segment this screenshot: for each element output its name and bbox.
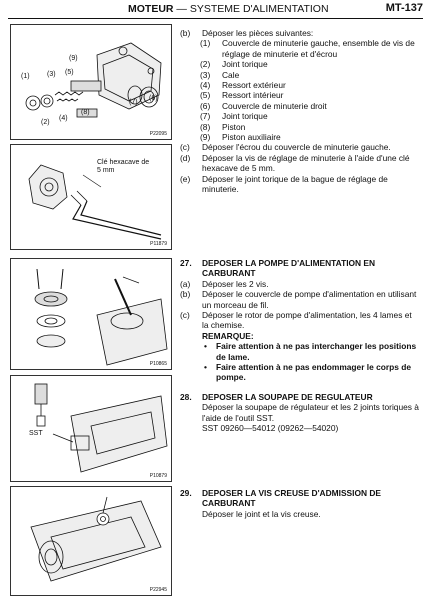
header-title <box>128 3 329 15</box>
fig1-label-9: (9) <box>69 55 78 62</box>
part-text: Joint torique <box>222 111 268 122</box>
part-num: (7) <box>200 111 211 122</box>
part-text: Piston <box>222 121 246 132</box>
step-29-num: 29. <box>180 488 192 498</box>
step-29-heading <box>180 488 420 509</box>
part-item <box>180 59 420 69</box>
step-27-heading <box>180 258 420 279</box>
step-28-sst: SST 09260—54012 (09262—54020) <box>202 423 339 434</box>
step-29-text: Déposer le joint et la vis creuse. <box>202 508 321 519</box>
part-text: Joint torique <box>222 59 268 70</box>
part-text: Couvercle de minuterie gauche, ensemble de vis de réglage de minuterie et d'écrou <box>222 38 415 59</box>
part-num: (8) <box>200 121 211 132</box>
bullet-dot: • <box>204 362 207 373</box>
step-27-a-text: Déposer les 2 vis. <box>202 278 269 289</box>
step-27-b-mark: (b) <box>180 289 191 300</box>
figure-hex-wrench <box>10 144 172 250</box>
part-item <box>180 90 420 100</box>
figure-hollow-screw <box>10 486 172 596</box>
step-27-num: 27. <box>180 258 192 268</box>
step-d-text: Déposer la vis de réglage de minuterie à l'aide d'une clé hexacave de 5 mm. <box>202 152 410 174</box>
step-e-mark: (e) <box>180 173 191 184</box>
fig1-label-8: (8) <box>81 109 90 116</box>
step-27-a-mark: (a) <box>180 278 191 289</box>
remark-bullet-text: Faire attention à ne pas interchanger les positions de lame. <box>216 341 417 362</box>
step-29-title: DEPOSER LA VIS CREUSE D'ADMISSION DE CARBURANT <box>202 488 381 509</box>
remark-heading: REMARQUE: <box>202 330 254 341</box>
feed-pump-drawing <box>11 259 171 369</box>
part-item <box>180 101 420 111</box>
step-27 <box>180 258 420 383</box>
part-text: Ressort extérieur <box>222 80 286 91</box>
step-c <box>180 142 420 152</box>
step-27-a <box>180 279 420 289</box>
part-text: Couvercle de minuterie droit <box>222 100 327 111</box>
step-29 <box>180 488 420 519</box>
part-item <box>180 111 420 121</box>
step-e-text: Déposer le joint torique de la bague de réglage de minuterie. <box>202 173 388 195</box>
bullet-dot: • <box>204 341 207 352</box>
hollow-screw-drawing <box>11 487 171 595</box>
fig1-label-6: (6) <box>149 95 158 102</box>
step-28-text: Déposer la soupape de régulateur et les 2 joints toriques à l'aide de l'outil SST. <box>202 402 419 423</box>
remark-bullet <box>180 341 420 362</box>
remark-bullet-text: Faire attention à ne pas endommager le corps de pompe. <box>216 362 412 383</box>
figure-timer-parts <box>10 24 172 140</box>
step-e <box>180 174 420 195</box>
fig1-label-2: (2) <box>41 119 50 126</box>
header-section: MOTEUR <box>128 3 174 15</box>
step-27-b <box>180 289 420 310</box>
step-b-mark: (b) <box>180 28 191 38</box>
step-b-text: Déposer les pièces suivantes: <box>202 28 314 38</box>
fig5-code: P22945 <box>149 587 167 593</box>
part-num: (6) <box>200 100 211 111</box>
part-text: Cale <box>222 69 240 80</box>
fig1-label-1: (1) <box>21 73 30 80</box>
part-item <box>180 122 420 132</box>
fig4-code: P10879 <box>149 473 167 479</box>
figure-feed-pump <box>10 258 172 370</box>
fig2-code: P11879 <box>150 241 167 247</box>
fig1-label-5: (5) <box>65 69 74 76</box>
part-num: (3) <box>200 69 211 80</box>
part-item <box>180 80 420 90</box>
part-text: Piston auxiliaire <box>222 132 281 143</box>
step-d-mark: (d) <box>180 152 191 163</box>
part-num: (1) <box>200 38 211 49</box>
part-item <box>180 70 420 80</box>
step-27-c-text: Déposer le rotor de pompe d'alimentation, les 4 lames et la chemise. <box>202 310 412 331</box>
page-header <box>8 2 423 19</box>
part-num: (2) <box>200 59 211 70</box>
step-b <box>180 28 420 38</box>
step-c-mark: (c) <box>180 142 190 153</box>
step-27-b-text: Déposer le couvercle de pompe d'alimentation en utilisant un morceau de fil. <box>202 289 417 310</box>
part-num: (5) <box>200 90 211 101</box>
timer-instructions <box>180 28 420 195</box>
step-28-title: DEPOSER LA SOUPAPE DE REGULATEUR <box>202 392 373 402</box>
remark-bullet <box>180 362 420 383</box>
step-27-title: DEPOSER LA POMPE D'ALIMENTATION EN CARBURANT <box>202 258 376 279</box>
part-num: (9) <box>200 132 211 143</box>
step-28-heading <box>180 392 420 402</box>
fig3-code: P10865 <box>149 361 167 367</box>
page-number: MT-137 <box>385 2 423 14</box>
part-item <box>180 132 420 142</box>
fig1-code: P22095 <box>149 131 167 137</box>
header-subtitle: SYSTEME D'ALIMENTATION <box>189 3 329 15</box>
part-item <box>180 38 420 59</box>
step-27-c <box>180 310 420 331</box>
fig2-wrench-label: Clé hexacave de 5 mm <box>97 159 150 174</box>
step-28-num: 28. <box>180 392 192 402</box>
step-28 <box>180 392 420 434</box>
fig4-sst-label: SST <box>29 430 43 437</box>
timer-parts-drawing <box>11 25 171 139</box>
figure-regulator-valve <box>10 375 172 482</box>
step-c-text: Déposer l'écrou du couvercle de minuterie gauche. <box>202 142 391 153</box>
step-27-c-mark: (c) <box>180 310 190 321</box>
fig1-label-7: (7) <box>129 99 138 106</box>
header-dash: — <box>176 3 187 15</box>
step-d <box>180 153 420 174</box>
regulator-valve-drawing <box>11 376 171 481</box>
fig1-label-4: (4) <box>59 115 68 122</box>
part-text: Ressort intérieur <box>222 90 284 101</box>
fig1-label-3: (3) <box>47 71 56 78</box>
part-num: (4) <box>200 80 211 91</box>
